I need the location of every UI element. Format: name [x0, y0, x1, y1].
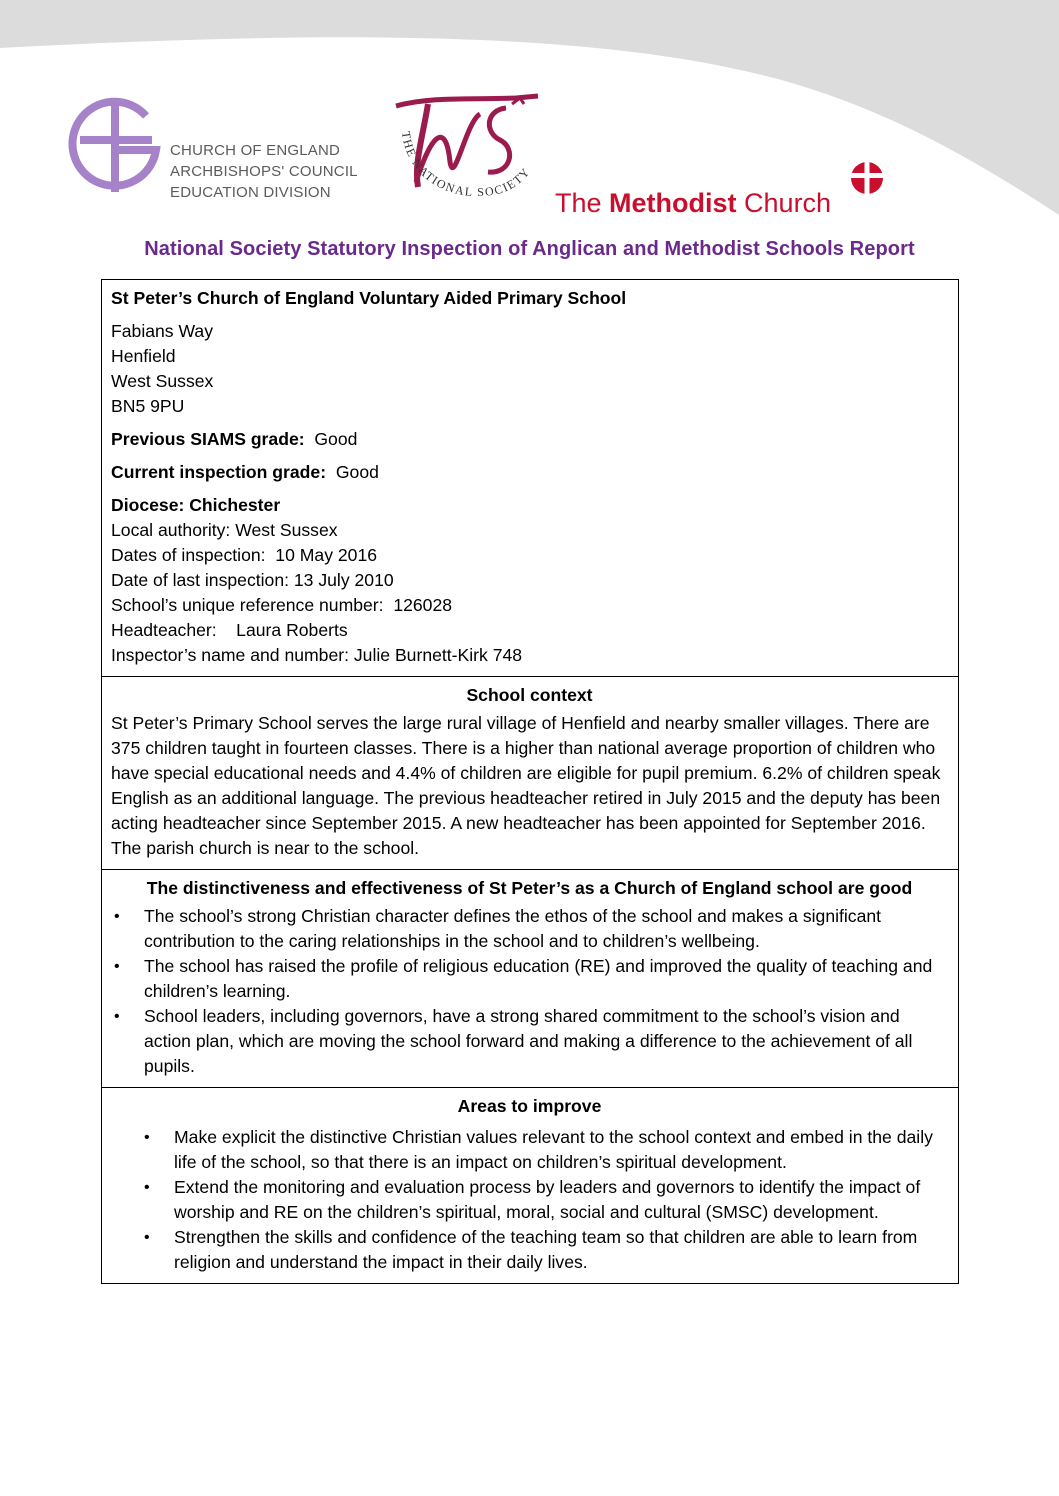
list-item: • Strengthen the skills and confidence of the teaching team so that children are able to learn from religion and understand the impact in their daily lives.	[111, 1225, 948, 1275]
list-item: • School leaders, including governors, have a strong shared commitment to the school’s vision and action plan, which are moving the school forward and making a difference to the achievement of all pupils.	[111, 1004, 948, 1079]
report-title: National Society Statutory Inspection of Anglican and Methodist Schools Report	[144, 238, 915, 260]
current-grade-value: Good	[335, 462, 379, 482]
list-item: • Make explicit the distinctive Christian values relevant to the school context and embed in the daily life of the school, so that there is an impact on children’s spiritual development.	[111, 1125, 948, 1175]
detail-line: Local authority: West Sussex	[111, 520, 338, 540]
inspection-details	[111, 518, 948, 668]
previous-grade	[111, 427, 948, 452]
areas-to-improve-section	[102, 1088, 958, 1283]
school-context-body: St Peter’s Primary School serves the large rural village of Henfield and nearby smaller villages. There are 375 children taught in fourteen classes. There is a higher than national average proportion of children who have special educational needs and 4.4% of children are eligible for pupil premium. 6.2% of children speak English as an additional language. The previous headteacher retired in July 2015 and the deputy has been acting headteacher since September 2015. A new headteacher has been appointed for September 2016. The parish church is near to the school.	[111, 713, 941, 858]
report-table	[101, 279, 959, 1284]
list-item: • The school has raised the profile of religious education (RE) and improved the quality of teaching and children’s learning.	[111, 954, 948, 1004]
list-item: • Extend the monitoring and evaluation process by leaders and governors to identify the impact of worship and RE on the children’s spiritual, moral, social and cultural (SMSC) development.	[111, 1175, 948, 1225]
address-line: BN5 9PU	[111, 396, 185, 416]
coe-line: CHURCH OF ENGLAND	[170, 142, 341, 159]
current-grade-label: Current inspection grade:	[111, 462, 327, 482]
address-line: West Sussex	[111, 371, 214, 391]
areas-to-improve-heading: Areas to improve	[457, 1096, 602, 1116]
detail-line: Headteacher: Laura Roberts	[111, 620, 348, 640]
distinctiveness-heading: The distinctiveness and effectiveness of St Peter’s as a Church of England school are good	[146, 878, 913, 898]
previous-grade-value: Good	[314, 429, 358, 449]
list-item: • The school’s strong Christian character defines the ethos of the school and makes a significant contribution to the caring relationships in the school and to children’s wellbeing.	[111, 904, 948, 954]
school-name: St Peter’s Church of England Voluntary Aided Primary School	[111, 288, 627, 308]
detail-line: Dates of inspection: 10 May 2016	[111, 545, 378, 565]
methodist-suffix: Church	[736, 188, 832, 218]
diocese: Diocese: Chichester	[111, 495, 281, 515]
school-context-heading: School context	[466, 685, 593, 705]
detail-line: School’s unique reference number: 126028	[111, 595, 453, 615]
methodist-prefix: The	[555, 188, 610, 218]
distinctiveness-list	[111, 904, 948, 1079]
coe-line: ARCHBISHOPS' COUNCIL	[170, 163, 358, 180]
national-society-logo	[388, 92, 548, 217]
areas-to-improve-list	[111, 1125, 948, 1275]
address-line: Fabians Way	[111, 321, 214, 341]
coe-division-text	[170, 140, 358, 203]
address-line: Henfield	[111, 346, 176, 366]
methodist-bold: Methodist	[609, 188, 737, 218]
school-address	[111, 319, 948, 419]
school-details-section	[102, 280, 958, 677]
detail-line: Inspector’s name and number: Julie Burnett-Kirk 748	[111, 645, 523, 665]
current-grade	[111, 460, 948, 485]
methodist-cross-icon	[849, 160, 885, 196]
church-of-england-logo	[60, 88, 170, 198]
methodist-wordmark	[555, 188, 831, 219]
national-society-caption: THE NATIONAL SOCIETY	[398, 130, 534, 200]
methodist-church-logo	[555, 160, 895, 220]
distinctiveness-section	[102, 870, 958, 1088]
detail-line: Date of last inspection: 13 July 2010	[111, 570, 394, 590]
previous-grade-label: Previous SIAMS grade:	[111, 429, 305, 449]
school-context-section	[102, 677, 958, 870]
coe-line: EDUCATION DIVISION	[170, 184, 331, 201]
